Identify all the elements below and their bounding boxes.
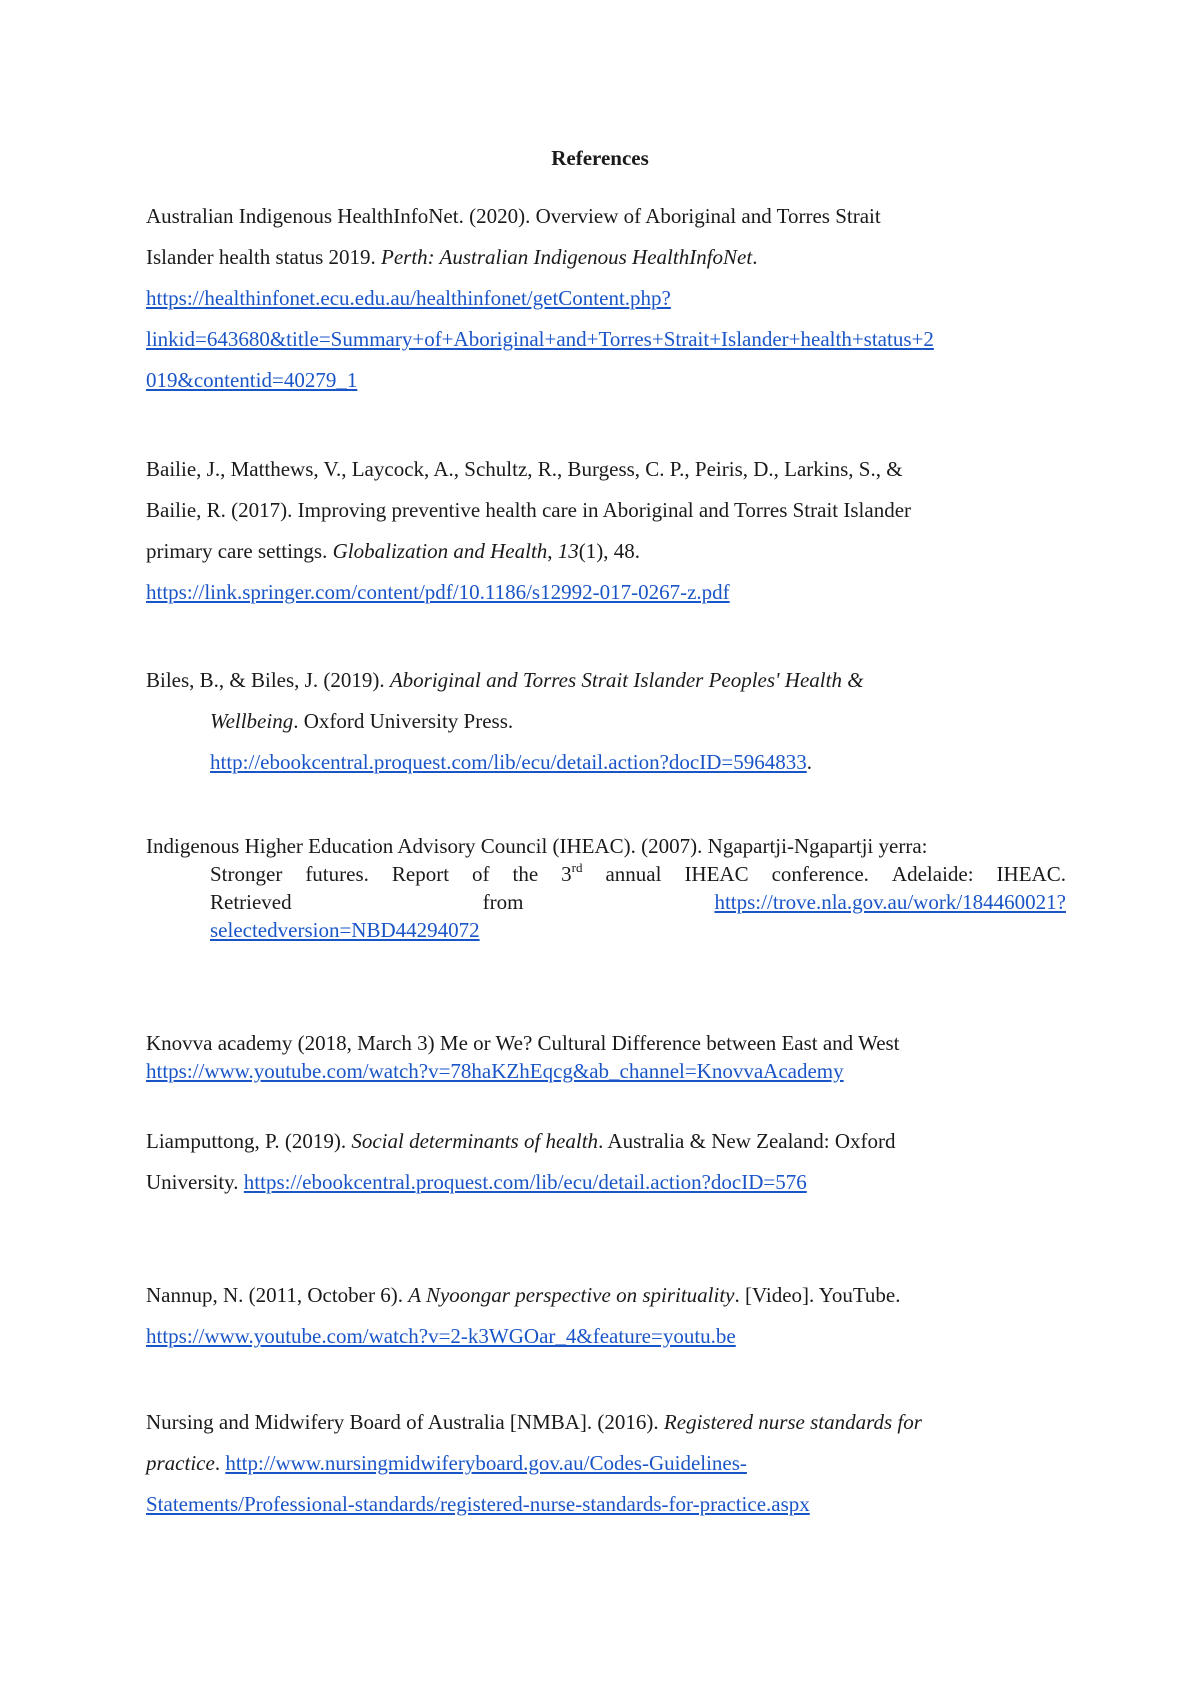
- ref-line: Indigenous Higher Education Advisory Council (IHEAC). (2007). Ngapartji-Ngapartji yerra:: [146, 834, 928, 858]
- ref-text: (1), 48.: [578, 539, 641, 563]
- page-title: References: [551, 146, 649, 170]
- ref-word: IHEAC: [684, 862, 749, 886]
- ref-line: [146, 660, 1066, 701]
- ref-text: ,: [547, 539, 558, 563]
- ref-line: [146, 888, 1066, 916]
- ref-text: .: [214, 1451, 226, 1475]
- ref-volume: 13: [557, 539, 579, 563]
- ref-text: . Oxford University Press.: [293, 709, 514, 733]
- ref-video-title: A Nyoongar perspective on spirituality: [408, 1283, 735, 1307]
- ref-line: Bailie, R. (2017). Improving preventive health care in Aboriginal and Torres Strait Islander: [146, 498, 912, 522]
- ref-word: the: [512, 862, 539, 886]
- reference-link[interactable]: selectedversion=NBD44294072: [210, 918, 480, 942]
- reference-link[interactable]: https://www.youtube.com/watch?v=2-k3WGOar_4&feature=youtu.be: [146, 1324, 736, 1348]
- reference-nannup: [146, 1275, 1066, 1357]
- ref-book-title: Wellbeing: [210, 709, 294, 733]
- ref-word: of: [472, 862, 490, 886]
- ref-line: Australian Indigenous HealthInfoNet. (2020). Overview of Aboriginal and Torres Strait: [146, 204, 881, 228]
- ref-text: University.: [146, 1170, 244, 1194]
- ref-line: [146, 742, 1066, 783]
- ref-word: futures.: [305, 862, 369, 886]
- reference-link[interactable]: https://link.springer.com/content/pdf/10.1186/s12992-017-0267-z.pdf: [146, 580, 730, 604]
- reference-link[interactable]: linkid=643680&title=Summary+of+Aboriginal+and+Torres+Strait+Islander+health+status+2: [146, 327, 934, 351]
- ref-word: conference.: [771, 862, 869, 886]
- ref-journal: Globalization and Health: [332, 539, 548, 563]
- ref-word: Adelaide:: [891, 862, 974, 886]
- ref-text: . [Video]. YouTube.: [734, 1283, 901, 1307]
- ref-line: [146, 531, 1066, 572]
- ref-line: [146, 1443, 1066, 1484]
- ref-text: Biles, B., & Biles, J. (2019).: [146, 668, 390, 692]
- reference-link[interactable]: http://www.nursingmidwiferyboard.gov.au/Codes-Guidelines-: [225, 1451, 747, 1475]
- reference-link[interactable]: 019&contentid=40279_1: [146, 368, 358, 392]
- ref-line: Bailie, J., Matthews, V., Laycock, A., Schultz, R., Burgess, C. P., Peiris, D., Larkins, S., &: [146, 457, 903, 481]
- ref-line: [146, 860, 1066, 888]
- ref-text: . Australia & New Zealand: Oxford: [598, 1129, 896, 1153]
- ref-line: [146, 1484, 1066, 1525]
- ref-line: [146, 572, 1066, 613]
- reference-knovva: [146, 1029, 1066, 1085]
- reference-liamputtong: [146, 1121, 1066, 1203]
- ref-word: Report: [391, 862, 450, 886]
- reference-iheac: [146, 832, 1066, 944]
- reference-link[interactable]: https://www.youtube.com/watch?v=78haKZhEqcg&ab_channel=KnovvaAcademy: [146, 1059, 844, 1083]
- ref-text: Nursing and Midwifery Board of Australia [NMBA]. (2016).: [146, 1410, 664, 1434]
- ref-document-title: practice: [146, 1451, 215, 1475]
- ref-word: IHEAC.: [996, 862, 1066, 886]
- reference-bailie: [146, 449, 1066, 613]
- reference-link[interactable]: https://trove.nla.gov.au/work/184460021?: [714, 890, 1066, 914]
- ref-line: [146, 1275, 1066, 1316]
- ref-text: Islander health status 2019.: [146, 245, 382, 269]
- ref-text: Nannup, N. (2011, October 6).: [146, 1283, 409, 1307]
- ref-word: from: [482, 890, 524, 914]
- reference-link[interactable]: https://ebookcentral.proquest.com/lib/ecu/detail.action?docID=576: [243, 1170, 807, 1194]
- ref-line: [146, 1402, 1066, 1443]
- reference-biles: [146, 660, 1066, 783]
- ref-line: [146, 701, 1066, 742]
- reference-link[interactable]: http://ebookcentral.proquest.com/lib/ecu/detail.action?docID=5964833: [210, 750, 807, 774]
- ref-word: annual: [605, 862, 662, 886]
- ref-line: [146, 360, 1066, 401]
- ref-book-title: Aboriginal and Torres Strait Islander Peoples' Health &: [389, 668, 864, 692]
- ref-text: Liamputtong, P. (2019).: [146, 1129, 352, 1153]
- ref-word: Stronger: [210, 862, 283, 886]
- ref-line: [146, 278, 1066, 319]
- ref-line: [146, 237, 1066, 278]
- reference-link[interactable]: https://healthinfonet.ecu.edu.au/healthinfonet/getContent.php?: [146, 286, 671, 310]
- reference-healthinfonet: [146, 196, 1066, 401]
- ref-line: [146, 1121, 1066, 1162]
- ref-line: [146, 319, 1066, 360]
- ref-text: .: [752, 245, 758, 269]
- ref-line: [146, 916, 1066, 944]
- ref-ordinal-number: 3: [561, 862, 572, 886]
- ref-line: [146, 1057, 1066, 1085]
- ref-text: .: [806, 750, 813, 774]
- ref-text: primary care settings.: [146, 539, 333, 563]
- ref-line: [146, 1162, 1066, 1203]
- ref-ordinal: [561, 860, 582, 888]
- ref-line: [146, 1316, 1066, 1357]
- ref-line: Knovva academy (2018, March 3) Me or We? Cultural Difference between East and West: [146, 1031, 900, 1055]
- ref-ordinal-suffix: rd: [571, 860, 583, 875]
- reference-nmba: [146, 1402, 1066, 1525]
- ref-source-title: Perth: Australian Indigenous HealthInfoNet: [381, 245, 753, 269]
- ref-word: Retrieved: [210, 890, 292, 914]
- ref-book-title: Social determinants of health: [351, 1129, 599, 1153]
- ref-document-title: Registered nurse standards for: [663, 1410, 922, 1434]
- reference-link[interactable]: Statements/Professional-standards/registered-nurse-standards-for-practice.aspx: [146, 1492, 810, 1516]
